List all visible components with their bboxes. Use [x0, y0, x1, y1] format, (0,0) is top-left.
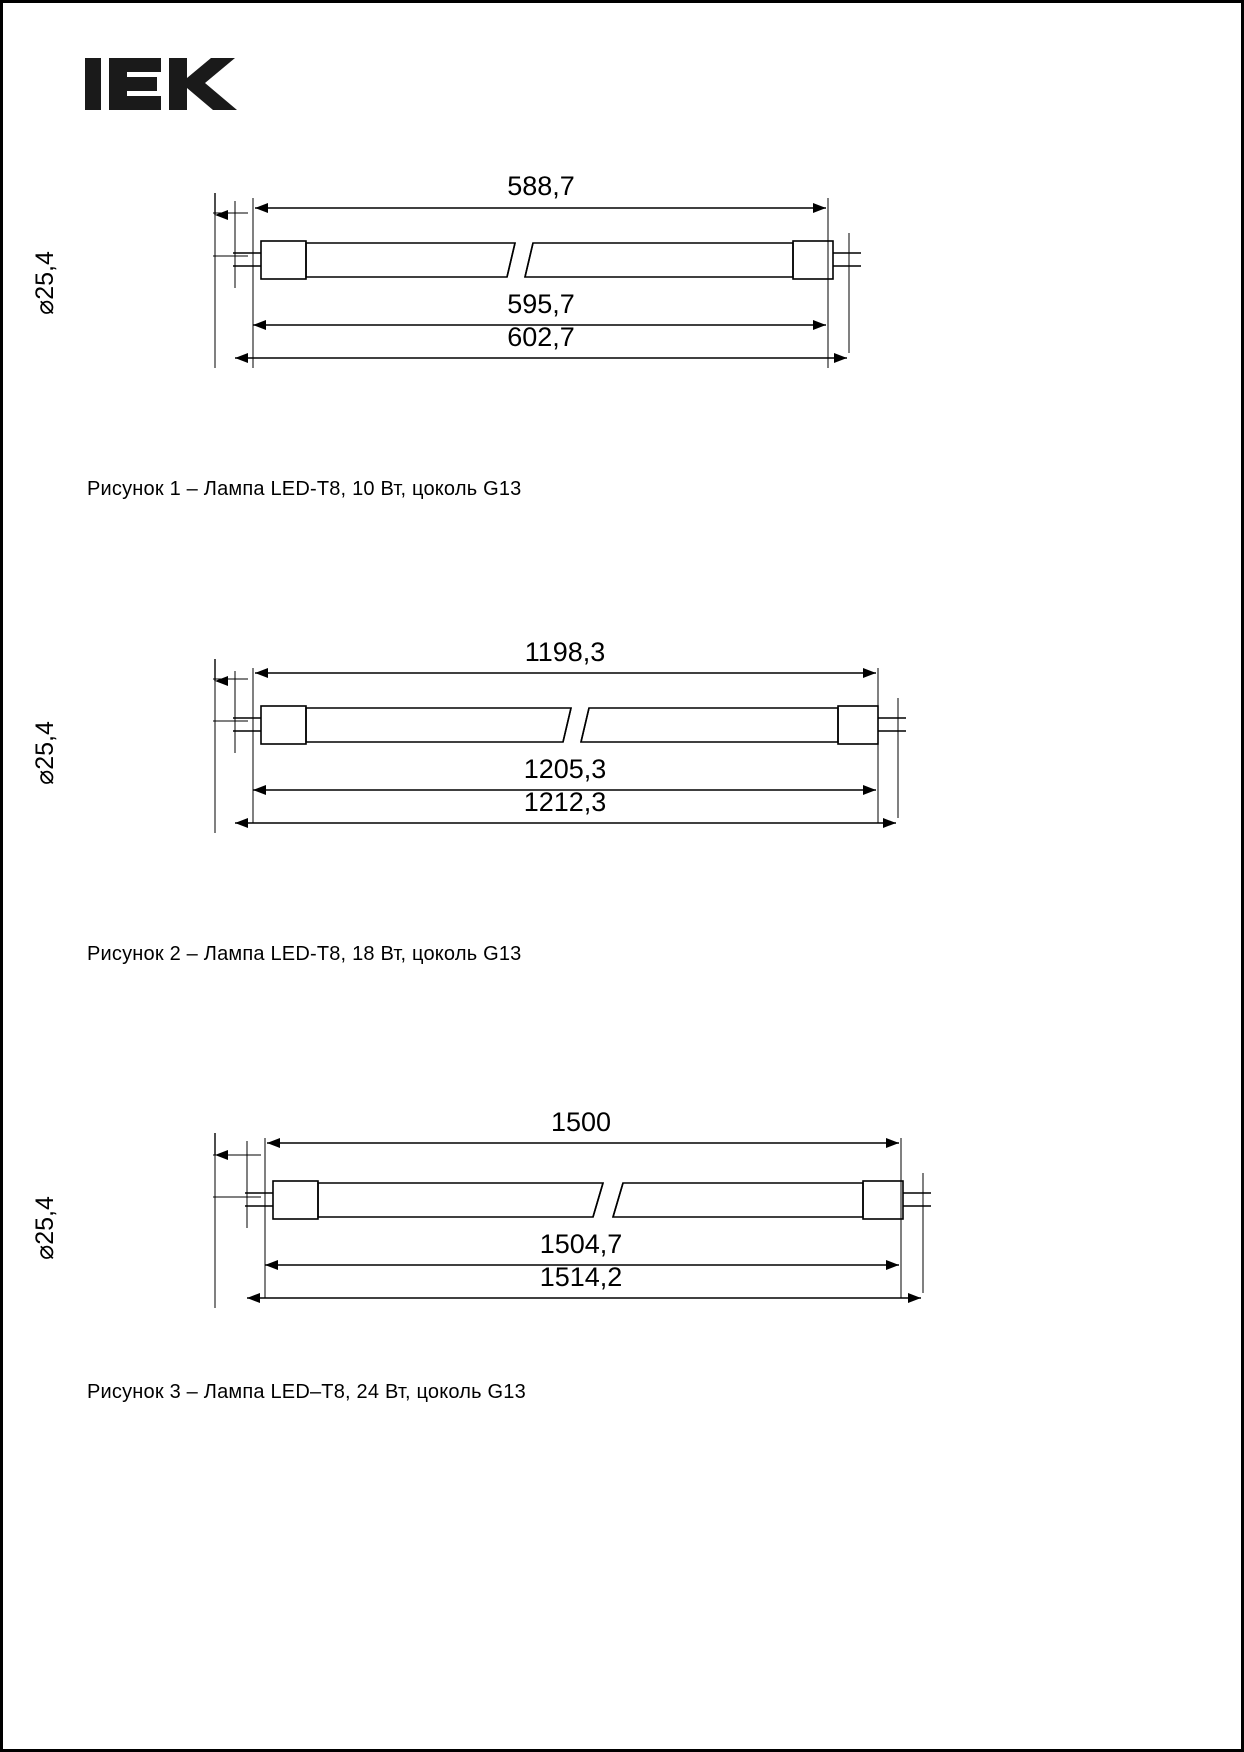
- figure-1-caption: Рисунок 1 – Лампа LED-T8, 10 Вт, цоколь G13: [87, 478, 522, 500]
- figure-2-diameter-label: ⌀25,4: [31, 721, 59, 785]
- figure-3-dim-top: 1500: [550, 1107, 612, 1137]
- figure-2-caption: Рисунок 2 – Лампа LED-T8, 18 Вт, цоколь G13: [87, 943, 522, 965]
- figure-2-dim-middle: 1205,3: [523, 754, 607, 784]
- figure-2-dim-bottom: 1212,3: [523, 787, 607, 817]
- iek-logo: [83, 48, 263, 118]
- figure-3-dim-bottom: 1514,2: [539, 1262, 623, 1292]
- figure-3-diameter-label: ⌀25,4: [31, 1196, 59, 1260]
- figure-1-dim-bottom: 602,7: [507, 322, 575, 352]
- figure-2-dim-top: 1198,3: [524, 637, 606, 667]
- figure-2-drawing: [3, 623, 1244, 923]
- figure-1-dim-middle: 595,7: [507, 289, 575, 319]
- figure-1-diameter-label: ⌀25,4: [31, 251, 59, 315]
- figure-3-drawing: [3, 1093, 1244, 1393]
- figure-1-dim-top: 588,7: [507, 171, 575, 201]
- figure-3-caption: Рисунок 3 – Лампа LED–T8, 24 Вт, цоколь G13: [87, 1381, 526, 1403]
- figure-1-drawing: [3, 153, 1244, 453]
- figure-3-dim-middle: 1504,7: [539, 1229, 623, 1259]
